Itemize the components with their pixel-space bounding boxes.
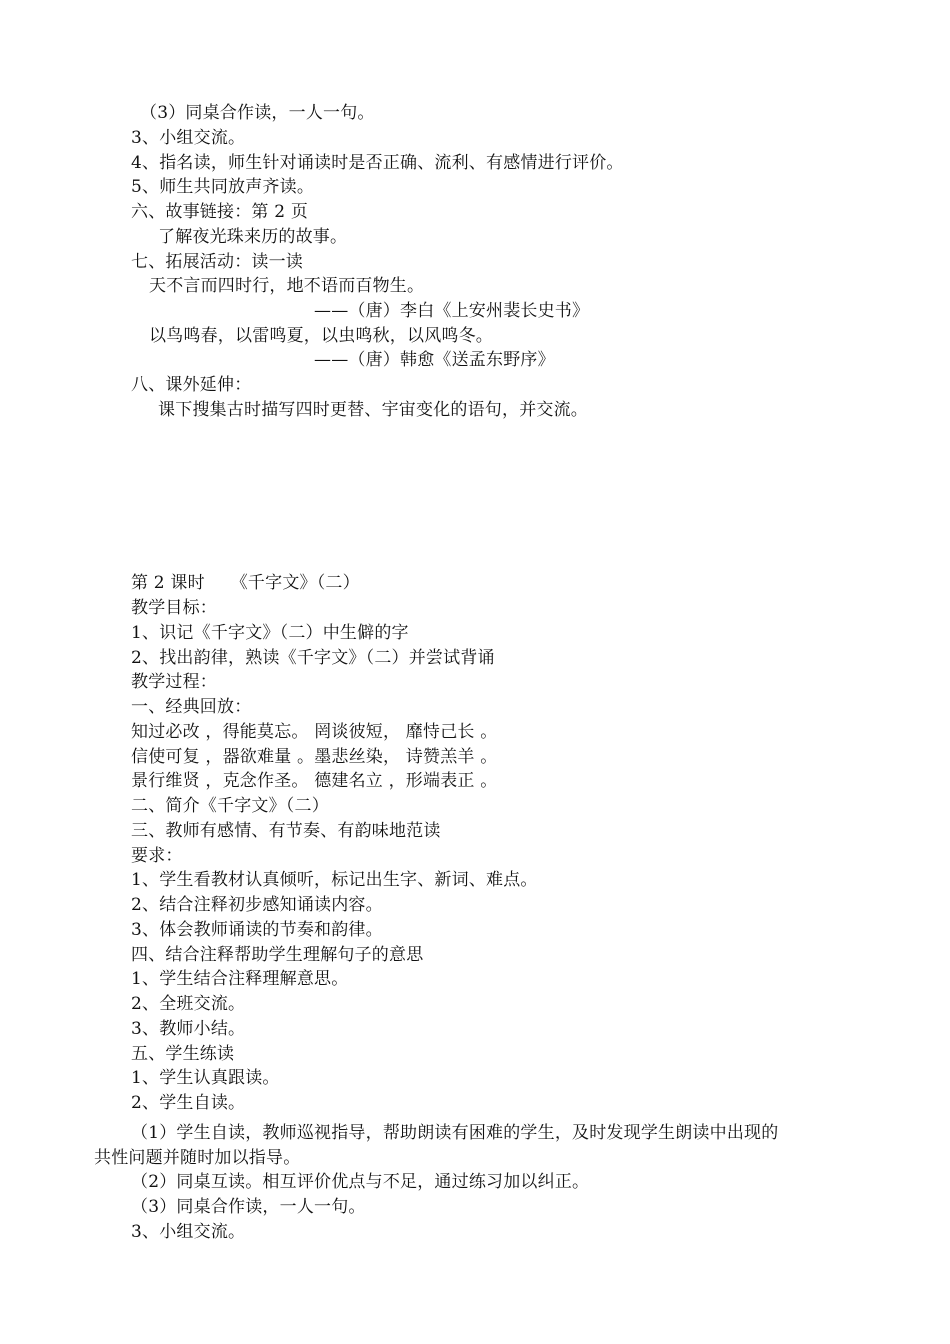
- section-heading: 七、拓展活动：读一读: [131, 252, 303, 272]
- text-line: 2、学生自读。: [131, 1093, 246, 1113]
- text-line: 1、学生看教材认真倾听，标记出生字、新词、难点。: [131, 870, 538, 890]
- text-line: 5、师生共同放声齐读。: [131, 177, 315, 197]
- text-line: （3）同桌合作读，一人一句。: [140, 103, 375, 123]
- text-line: 2、全班交流。: [131, 994, 246, 1014]
- verse-line: 知过必改 ，得能莫忘。 罔谈彼短， 靡恃己长 。: [131, 722, 498, 742]
- text-line: 3、小组交流。: [131, 1222, 246, 1242]
- section-heading: 五、学生练读: [131, 1044, 235, 1064]
- text-line: 2、找出韵律，熟读《千字文》（二）并尝试背诵: [131, 648, 495, 668]
- text-line: 1、学生认真跟读。: [131, 1068, 280, 1088]
- quote-attribution: ——（唐）韩愈《送孟东野序》: [314, 350, 555, 370]
- text-line: 3、体会教师诵读的节奏和韵律。: [131, 920, 383, 940]
- text-line: 1、识记《千字文》（二）中生僻的字: [131, 623, 409, 643]
- section-heading: 一、经典回放：: [131, 697, 252, 717]
- paragraph-line: 共性问题并随时加以指导。: [94, 1148, 301, 1168]
- text-line: 4、指名读，师生针对诵读时是否正确、流利、有感情进行评价。: [131, 153, 624, 173]
- text-line: 了解夜光珠来历的故事。: [158, 227, 348, 247]
- text-line: 要求：: [131, 846, 183, 866]
- section-heading: 三、教师有感情、有节奏、有韵味地范读: [131, 821, 441, 841]
- section-heading: 四、结合注释帮助学生理解句子的意思: [131, 945, 424, 965]
- text-line: 课下搜集古时描写四时更替、宇宙变化的语句，并交流。: [158, 400, 588, 420]
- section-heading: 二、简介《千字文》（二）: [131, 796, 329, 816]
- quote-line: 天不言而四时行，地不语而百物生。: [149, 276, 425, 296]
- section-heading: 教学过程：: [131, 672, 217, 692]
- section-heading: 六、故事链接：第 2 页: [131, 202, 309, 222]
- section-heading: 教学目标：: [131, 598, 217, 618]
- lesson-title: 第 2 课时 《千字文》（二）: [131, 573, 360, 593]
- text-line: （3）同桌合作读，一人一句。: [131, 1197, 366, 1217]
- text-line: 3、教师小结。: [131, 1019, 246, 1039]
- quote-attribution: ——（唐）李白《上安州裴长史书》: [314, 301, 590, 321]
- verse-line: 信使可复 ，器欲难量 。墨悲丝染， 诗赞羔羊 。: [131, 747, 498, 767]
- text-line: 2、结合注释初步感知诵读内容。: [131, 895, 383, 915]
- section-heading: 八、课外延伸：: [131, 375, 252, 395]
- text-line: （2）同桌互读。相互评价优点与不足，通过练习加以纠正。: [131, 1172, 590, 1192]
- text-line: 3、小组交流。: [131, 128, 246, 148]
- paragraph-line: （1）学生自读，教师巡视指导，帮助朗读有困难的学生，及时发现学生朗读中出现的: [131, 1123, 779, 1143]
- text-line: 1、学生结合注释理解意思。: [131, 969, 349, 989]
- quote-line: 以鸟鸣春，以雷鸣夏，以虫鸣秋，以风鸣冬。: [149, 326, 493, 346]
- verse-line: 景行维贤 ，克念作圣。 德建名立 ，形端表正 。: [131, 771, 498, 791]
